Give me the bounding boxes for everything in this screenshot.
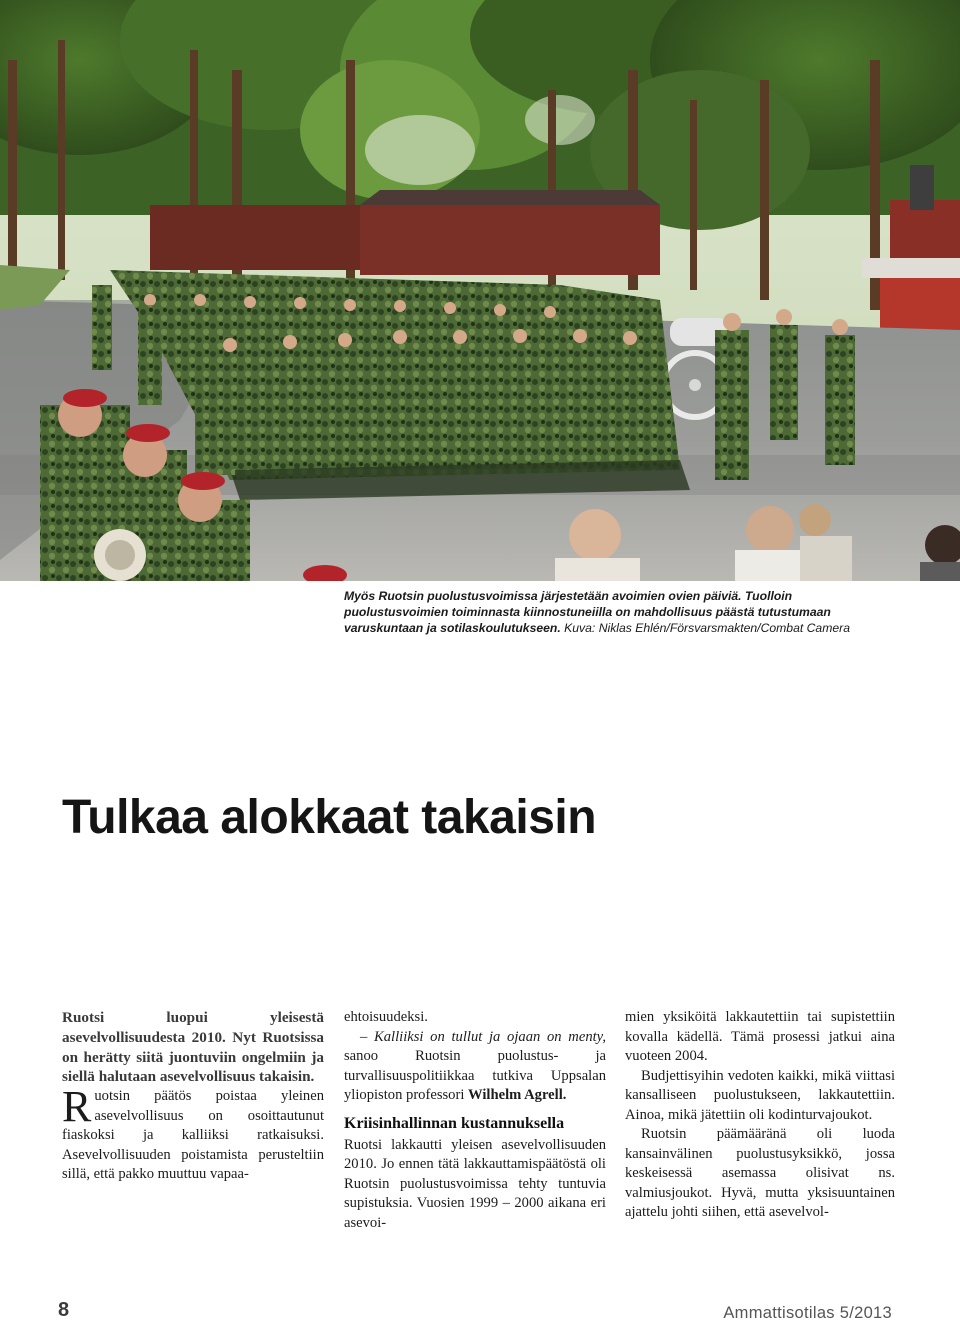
quote-paragraph	[344, 1028, 606, 1106]
article-photo	[0, 0, 960, 581]
article-headline: Tulkaa alokkaat takaisin	[62, 791, 597, 844]
photo-credit: Kuva: Niklas Ehlén/Försvarsmakten/Combat Camera	[564, 621, 850, 635]
professor-name: Wilhelm Agrell.	[468, 1087, 567, 1103]
section-subheading: Kriisinhallinnan kustannuksella	[344, 1114, 565, 1132]
paragraph-4: Ruotsin päämääränä oli luoda kansainvälinen puolustusyksikkö, jossa keskeisessä asemassa olisivat ns. valmiusjoukot. Hyvä, mutta yksisuuntainen ajattelu johti siihen, että asevelvol-	[625, 1126, 895, 1220]
column-3	[625, 1008, 895, 1223]
column-1	[62, 1008, 324, 1185]
paragraph-2: Ruotsi lakkautti yleisen asevelvollisuuden 2010. Jo ennen tätä lakkauttamispäätöstä oli Ruotsin puolustusvoimissa tehty tuntuvia supistuksia. Vuosien 1999 – 2000 aikana eri asevoi-	[344, 1136, 606, 1231]
column-2	[344, 1008, 606, 1233]
caption-text: Myös Ruotsin puolustusvoimissa järjestetään avoimien ovien päiviä. Tuolloin puolustusvoimien toiminnasta kiinnostuneiilla on mahdollisuus päästä tutustumaan varuskuntaan ja sotilaskoulutukseen.	[344, 589, 831, 635]
quote-attribution: sanoo Ruotsin puolustus- ja turvallisuuspolitiikkaa tutkiva Uppsalan yliopiston professori	[344, 1048, 606, 1103]
quote-dash: –	[360, 1028, 375, 1045]
paragraph-1	[62, 1082, 324, 1185]
magazine-issue: Ammattisotilas 5/2013	[723, 1304, 892, 1322]
paragraph-3: Budjettisyihin vedoten kaikki, mikä viittasi kansalliseen puolustukseen, lakkautettiin. Ainoa, mikä jätettiin oli kodinturvajoukot.	[625, 1067, 895, 1123]
photo-caption	[344, 588, 884, 636]
paragraph-2-continued: mien yksiköitä lakkautettiin tai supistettiin kovalla kädellä. Tämä prosessi jatkui aina vuoteen 2004.	[625, 1009, 895, 1064]
article-lead: Ruotsi luopui yleisestä asevelvollisuudesta 2010. Nyt Ruotsissa on herätty siitä juontuviin ongelmiin ja siellä halutaan asevelvollisuus takaisin.	[62, 1009, 324, 1086]
marching-soldiers-illustration	[0, 0, 960, 581]
page-number: 8	[58, 1299, 70, 1321]
drop-cap: R	[62, 1082, 92, 1132]
quote-text: Kalliiksi on tullut ja ojaan on menty,	[374, 1028, 606, 1045]
paragraph-1-text: uotsin päätös poistaa yleinen asevelvollisuus on osoittautunut fiaskoksi ja kalliiksi ratkaisuksi. Asevelvollisuuden poistamista perusteltiin sillä, että pakko muuttuu vapaa-	[62, 1088, 324, 1183]
paragraph-1-continued: ehtoisuudeksi.	[344, 1009, 428, 1025]
